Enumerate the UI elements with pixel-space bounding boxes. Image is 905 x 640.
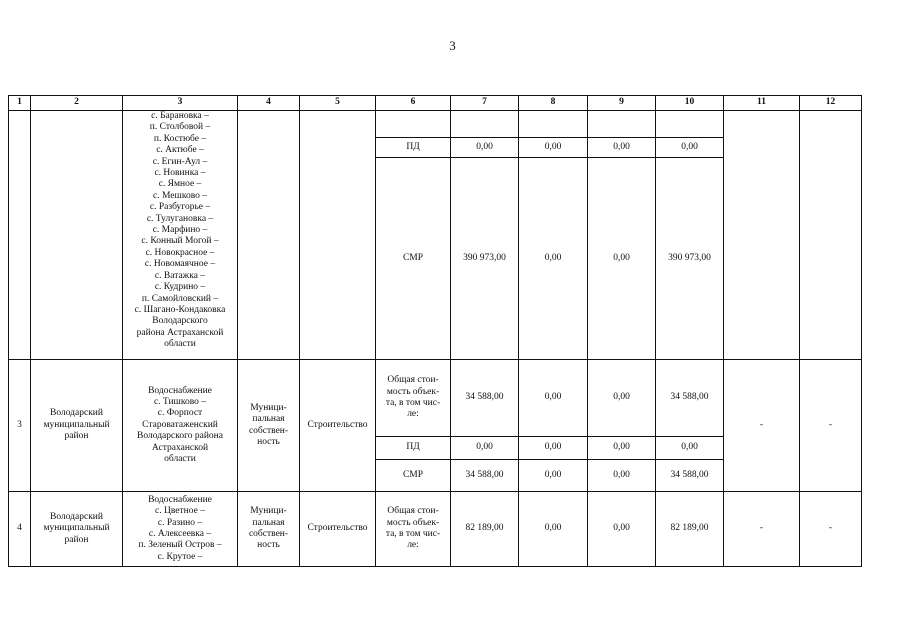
- value-cell: 0,00: [519, 460, 588, 492]
- column-number-row: [9, 96, 862, 111]
- cost-type-cell: Общая стои- мость объек- та, в том чис- ле:: [376, 360, 451, 437]
- object-cell: с. Барановка – п. Столбовой – п. Костюбе – с. Актюбе – с. Егин-Аул – с. Новинка – с. Ямное – с. Мешково – с. Разбугорье – с. Тулугановка – с. Марфино – с. Конный Могой – с. Новокрасное – с. Новомаячное – с. Ватажка – с. Кудрино – п. Самойловский – с. Шагано-Кондаковка Володарского района Астраханской области: [123, 111, 238, 360]
- header-cell: 3: [123, 96, 238, 111]
- value-cell: 0,00: [588, 138, 656, 158]
- district-cell: [31, 111, 123, 360]
- header-cell: 12: [800, 96, 862, 111]
- row-number-cell: 3: [9, 360, 31, 492]
- value-cell: 34 588,00: [656, 460, 724, 492]
- cost-type-cell: Общая стои- мость объек- та, в том чис- ле:: [376, 492, 451, 567]
- value-cell: 34 588,00: [451, 460, 519, 492]
- value-cell: 0,00: [656, 138, 724, 158]
- value-cell: 0,00: [519, 492, 588, 567]
- header-cell: 5: [300, 96, 376, 111]
- cost-type-cell: СМР: [376, 158, 451, 360]
- header-cell: 1: [9, 96, 31, 111]
- header-cell: 7: [451, 96, 519, 111]
- col11-cell: -: [724, 492, 800, 567]
- value-cell: 0,00: [588, 158, 656, 360]
- value-cell: [451, 111, 519, 138]
- page-number: 3: [449, 38, 456, 53]
- value-cell: 390 973,00: [451, 158, 519, 360]
- header-cell: 9: [588, 96, 656, 111]
- value-cell: 390 973,00: [656, 158, 724, 360]
- value-cell: 0,00: [656, 437, 724, 460]
- header-cell: 11: [724, 96, 800, 111]
- value-cell: 0,00: [451, 138, 519, 158]
- header-cell: 4: [238, 96, 300, 111]
- col12-cell: [800, 111, 862, 360]
- cost-type-cell: ПД: [376, 437, 451, 460]
- value-cell: 0,00: [588, 460, 656, 492]
- value-cell: 0,00: [588, 492, 656, 567]
- cost-type-cell: [376, 111, 451, 138]
- value-cell: 0,00: [451, 437, 519, 460]
- header-cell: 10: [656, 96, 724, 111]
- col11-cell: [724, 111, 800, 360]
- col12-cell: -: [800, 360, 862, 492]
- cost-type-cell: СМР: [376, 460, 451, 492]
- value-cell: [656, 111, 724, 138]
- cost-table: [8, 95, 862, 567]
- object-cell: Водоснабжение с. Тишково – с. Форпост Староватаженский Володарского района Астраханской области: [123, 360, 238, 492]
- value-cell: 0,00: [519, 138, 588, 158]
- object-cell: Водоснабжение с. Цветное – с. Разино – с. Алексеевка – п. Зеленый Остров – с. Крутое –: [123, 492, 238, 567]
- ownership-cell: Муници- пальная собствен- ность: [238, 492, 300, 567]
- value-cell: [519, 111, 588, 138]
- row-number-cell: [9, 111, 31, 360]
- cost-type-cell: ПД: [376, 138, 451, 158]
- value-cell: 34 588,00: [451, 360, 519, 437]
- district-cell: Володарский муниципальный район: [31, 492, 123, 567]
- value-cell: [588, 111, 656, 138]
- district-cell: Володарский муниципальный район: [31, 360, 123, 492]
- work-type-cell: [300, 111, 376, 360]
- value-cell: 0,00: [519, 437, 588, 460]
- header-cell: 8: [519, 96, 588, 111]
- value-cell: 0,00: [588, 360, 656, 437]
- table-row: [9, 111, 862, 138]
- col12-cell: -: [800, 492, 862, 567]
- value-cell: 34 588,00: [656, 360, 724, 437]
- header-cell: 2: [31, 96, 123, 111]
- work-type-cell: Строительство: [300, 492, 376, 567]
- value-cell: 0,00: [519, 158, 588, 360]
- value-cell: 0,00: [519, 360, 588, 437]
- table-row: [9, 492, 862, 567]
- table-row: [9, 360, 862, 437]
- work-type-cell: Строительство: [300, 360, 376, 492]
- value-cell: 82 189,00: [656, 492, 724, 567]
- value-cell: 82 189,00: [451, 492, 519, 567]
- ownership-cell: [238, 111, 300, 360]
- header-cell: 6: [376, 96, 451, 111]
- ownership-cell: Муници- пальная собствен- ность: [238, 360, 300, 492]
- row-number-cell: 4: [9, 492, 31, 567]
- col11-cell: -: [724, 360, 800, 492]
- value-cell: 0,00: [588, 437, 656, 460]
